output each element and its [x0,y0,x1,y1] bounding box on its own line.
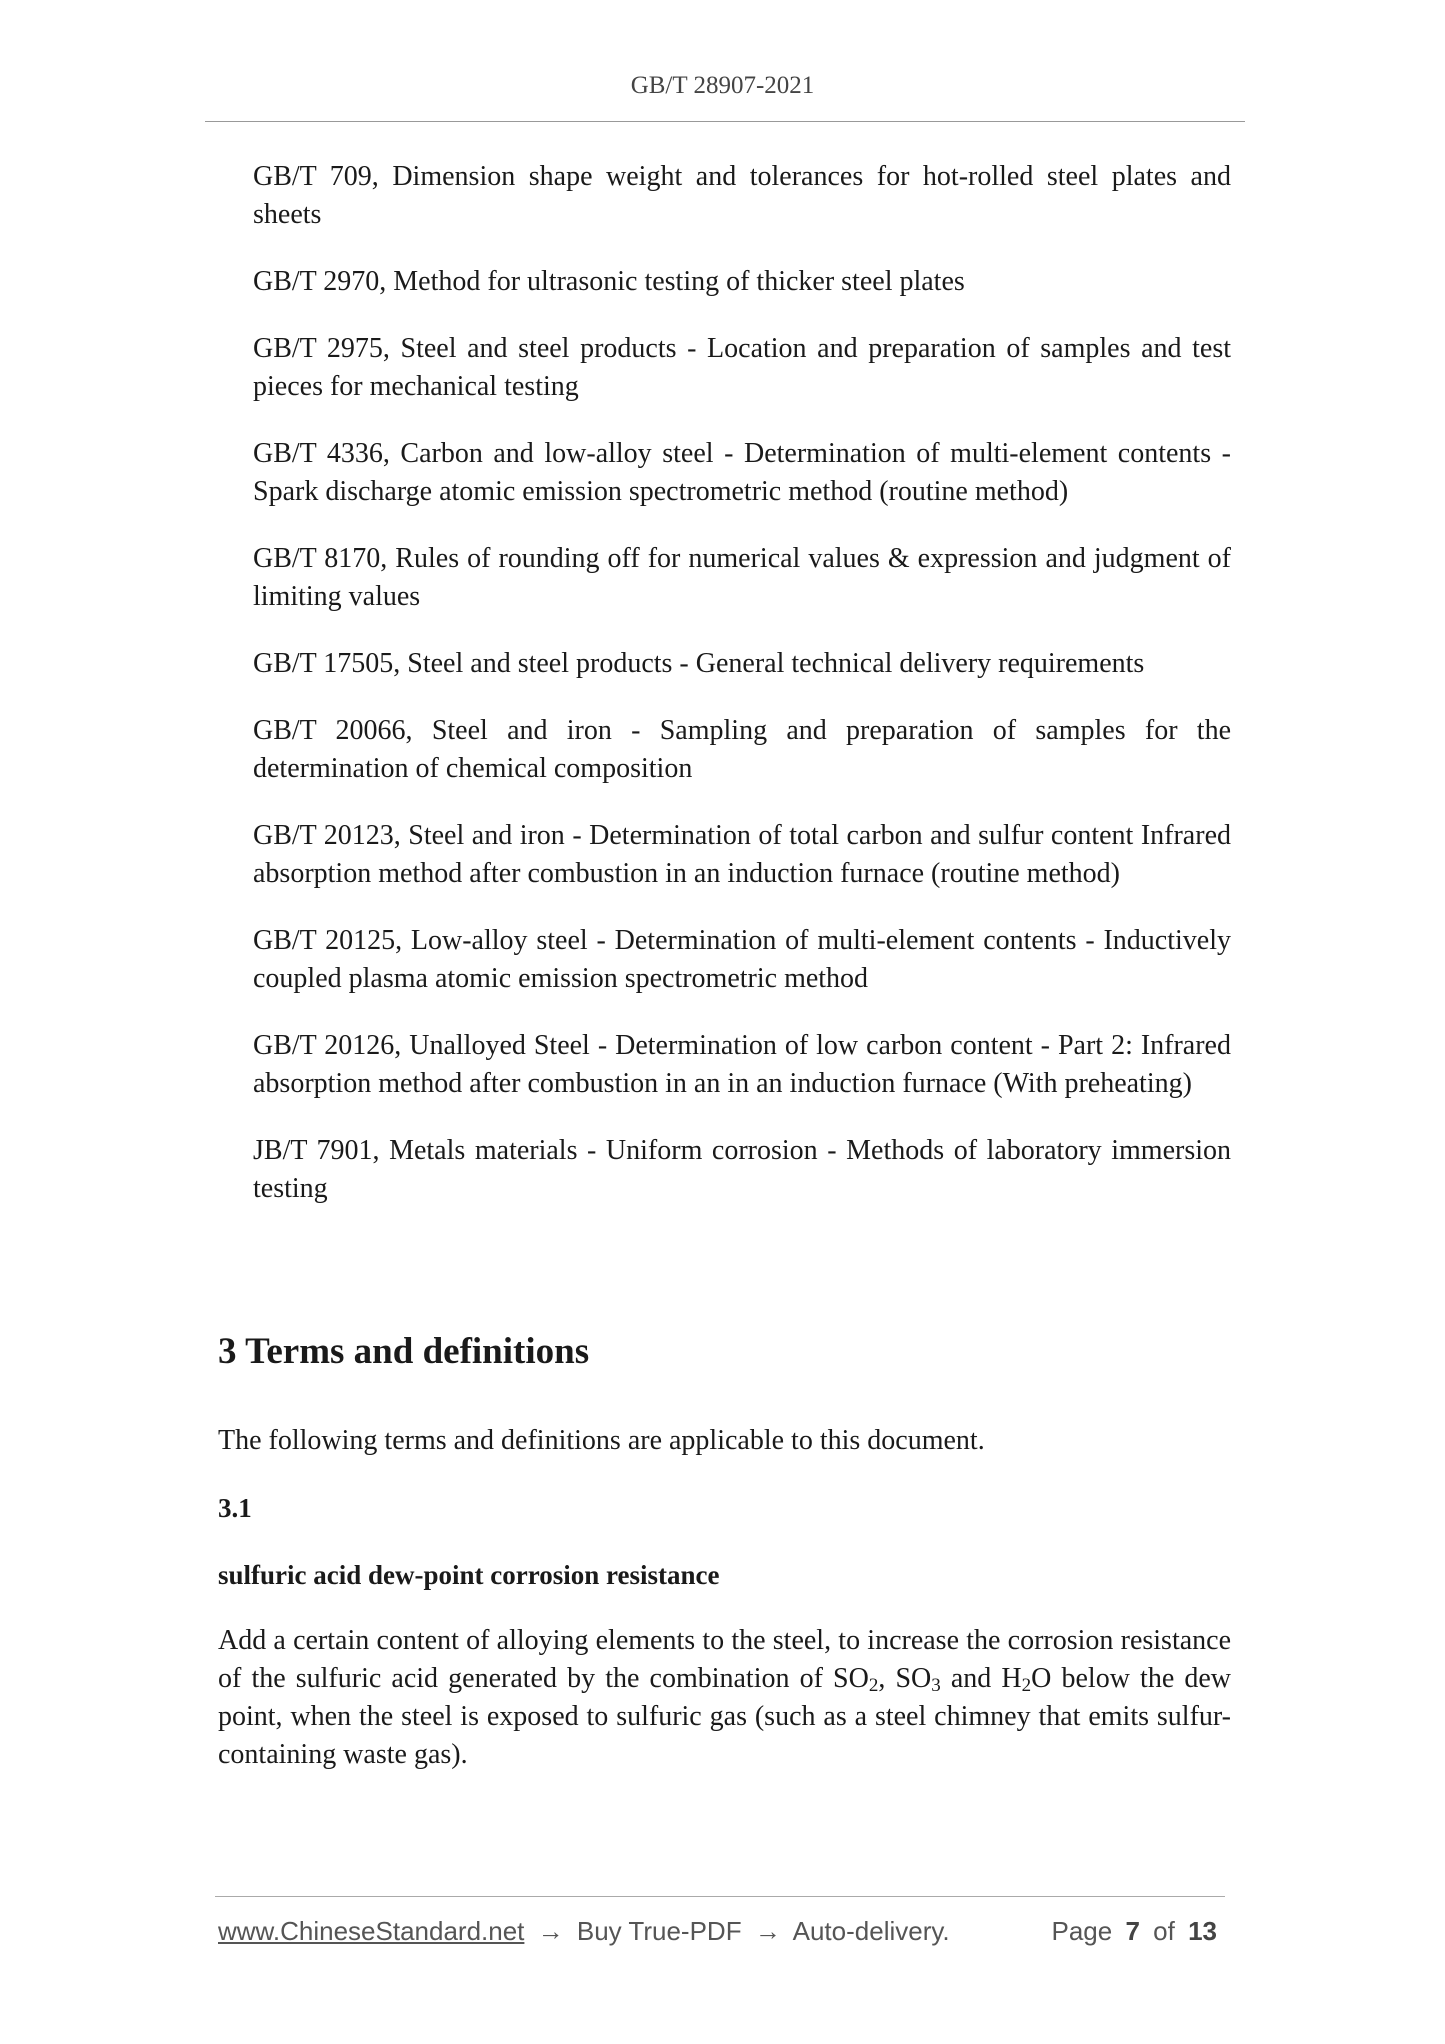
page-of: of [1153,1916,1175,1946]
arrow-right-icon: → [754,1916,781,1946]
page-total: 13 [1188,1916,1217,1946]
subscript: 3 [931,1675,941,1696]
reference-item: JB/T 7901, Metals materials - Uniform corrosion - Methods of laboratory immersion testing [253,1135,1231,1204]
reference-item: GB/T 20125, Low-alloy steel - Determination of multi-element contents - Inductively coupled plasma atomic emission spectrometric method [253,925,1231,994]
header-divider [205,121,1245,122]
buy-text: Buy True-PDF [576,1916,742,1946]
reference-item: GB/T 709, Dimension shape weight and tolerances for hot-rolled steel plates and sheets [253,161,1231,230]
term-definition [218,1622,1231,1774]
footer-divider [215,1896,1225,1897]
arrow-right-icon: → [537,1916,564,1946]
website-link[interactable]: www.ChineseStandard.net [218,1916,525,1946]
page-header-title: GB/T 28907-2021 [630,72,815,99]
reference-item: GB/T 17505, Steel and steel products - General technical delivery requirements [253,648,1145,679]
section-intro: The following terms and definitions are applicable to this document. [218,1425,985,1456]
definition-text: Add a certain content of alloying elements to the steel, to increase the corrosion resistance of the sulfuric acid generated by the combination of SO [218,1625,1231,1694]
reference-item: GB/T 20066, Steel and iron - Sampling and preparation of samples for the determination of chemical composition [253,715,1231,784]
reference-item: GB/T 20126, Unalloyed Steel - Determination of low carbon content - Part 2: Infrared absorption method after combustion in an in an induction furnace (With preheating) [253,1030,1231,1099]
section-heading: 3 Terms and definitions [218,1331,590,1372]
definition-text: , SO [878,1663,932,1694]
definition-text: and H [940,1663,1022,1694]
delivery-text: Auto-delivery. [792,1916,950,1946]
subscript: 2 [868,1675,879,1696]
reference-item: GB/T 20123, Steel and iron - Determination of total carbon and sulfur content Infrared absorption method after combustion in an induction furnace (routine method) [253,820,1231,889]
normative-references-list [253,158,1231,1237]
reference-item: GB/T 2975, Steel and steel products - Location and preparation of samples and test pieces for mechanical testing [253,333,1231,402]
page-label: Page [1051,1916,1113,1946]
page-number [1051,1916,1223,1947]
reference-item: GB/T 4336, Carbon and low-alloy steel - Determination of multi-element contents - Spark discharge atomic emission spectrometric method (routine method) [253,438,1231,507]
term-name: sulfuric acid dew-point corrosion resistance [218,1560,720,1590]
page-footer [218,1916,1223,1947]
subscript: 2 [1021,1675,1032,1696]
reference-item: GB/T 8170, Rules of rounding off for numerical values & expression and judgment of limiting values [253,543,1231,612]
page-current: 7 [1125,1916,1140,1946]
definition-text: O below the dew point, when the steel is exposed to sulfuric gas (such as a steel chimney that emits sulfur-containing waste gas). [218,1663,1232,1770]
reference-item: GB/T 2970, Method for ultrasonic testing of thicker steel plates [253,266,965,297]
term-number: 3.1 [218,1493,252,1523]
